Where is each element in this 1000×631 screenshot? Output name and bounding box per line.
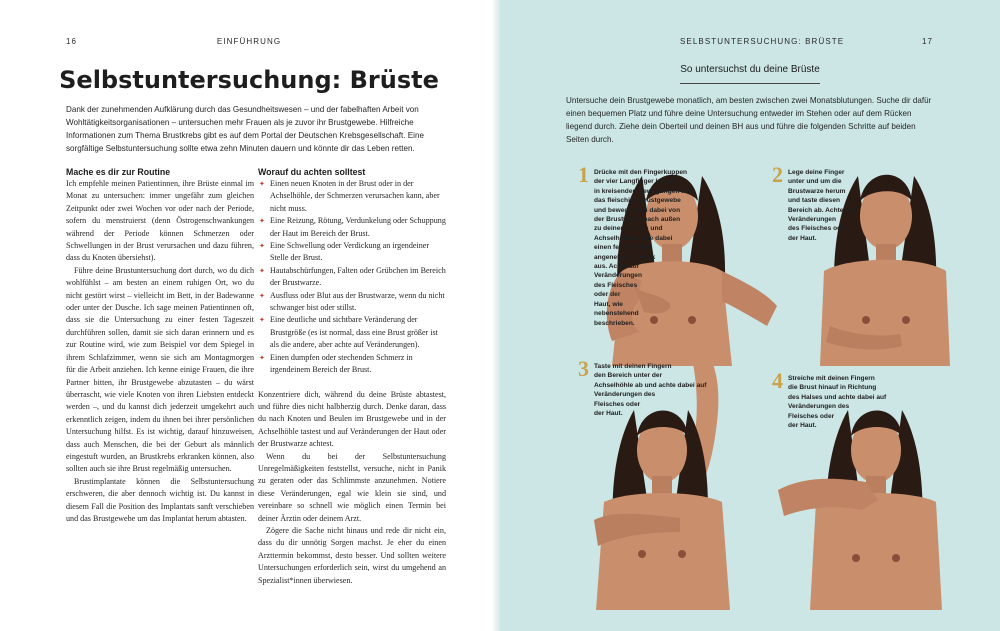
list-item: ✦ Eine deutliche und sichtbare Veränderung der Brustgröße (es ist normal, dass eine Brust größer ist als die andere, aber achte auf Veränderungen). — [259, 315, 438, 350]
paragraph: Zögere die Sache nicht hinaus und rede dir nicht ein, dass du dir unnötig Sorgen machst. Je eher du einen Arzttermin bekommst, desto besser. Und sollten weitere Untersuchungen erforderlich sein, wirst du umgehend an Spezialist*innen überwiesen. — [258, 525, 446, 585]
paragraph: Ich empfehle meinen Patientinnen, ihre Brüste einmal im Monat zu untersuchen: immer ungefähr zum gleichen Zeitpunkt oder zwei Wochen vor oder nach der Periode, sofern du menstruierst (denn Östrogenschwankungen während der Periode können Schmerzen oder Schwellungen in der Brust verursachen und dazu führen, dass du Knoten übersiehst). — [66, 179, 254, 263]
step-number-2: 2 — [772, 162, 783, 187]
list-item: ✦ Eine Schwellung oder Verdickung an irgendeiner Stelle der Brust. — [259, 241, 430, 263]
subtitle-underline — [680, 83, 820, 84]
column-routine — [66, 166, 254, 525]
bullet-icon: ✦ — [259, 353, 265, 362]
step-text-2: Lege deine Finger unter und um die Brustwarze herum und taste diesen Bereich ab. Achte auf Veränderungen des Fleisches oder der Haut. — [788, 169, 856, 242]
list-item: ✦ Einen neuen Knoten in der Brust oder in der Achselhöhle, der Schmerzen verursachen kann, aber nicht muss. — [259, 179, 440, 213]
step-text-3: Taste mit deinen Fingern den Bereich unter der Achselhöhle ab und achte dabei auf Veränderungen des Fleisches oder der Haut. — [594, 363, 707, 418]
page-number-right: 17 — [922, 37, 934, 46]
running-head-left: EINFÜHRUNG — [216, 37, 282, 46]
page-number-left: 16 — [66, 37, 78, 46]
step-text-4: Streiche mit deinen Fingern die Brust hinauf in Richtung des Halses und achte dabei auf Veränderungen des Fleisches oder der Haut. — [788, 375, 887, 430]
column-warning-signs — [258, 166, 446, 587]
bullet-icon: ✦ — [259, 316, 265, 325]
paragraph: Führe deine Brustuntersuchung dort durch, wo du dich wohlfühlst – am besten an einem ruhigen Ort, wo du nicht gestört wirst – vielleicht im Bett, in der Badewanne oder unter der Dusche. Ich sage meinen Patientinnen oft, dass sie die Untersuchung zu einer festen Tageszeit durchführen sollen, damit sie sich daran erinnern und es zur Routine wird, wie zum Beispiel vor dem Spiegel in ihrem Schlafzimmer, wenn sie sich am Montagmorgen für die Arbeit anziehen. Ich kenne einige Frauen, die ihre Partner bitten, ihr Brustgewebe abzutasten – du wärst überrascht, wie viele Knoten von ihren Liebsten entdeckt werden –, und du kannst dich jederzeit umgekehrt auch erkenntlich zeigen, indem du ihnen bei ihrer persönlichen Untersuchung hilfst. Es ist wichtig, darauf hinzuweisen, dass auch Menschen, die bei der Geburt als männlich eingestuft wurden, an Brustkrebs erkranken können, also sollten auch sie ihre Brust regelmäßig untersuchen. — [66, 265, 254, 474]
paragraph: Brustimplantate können die Selbstuntersuchung erschweren, die aber dennoch wichtig ist. Du kannst in diesem Fall die Position des Implantats sanft verschieben und das Brustgewebe um das Implantat herum abtasten. — [66, 476, 254, 523]
page-title: Selbstuntersuchung: Brüste — [59, 66, 439, 94]
list-item: ✦ Eine Reizung, Rötung, Verdunkelung oder Schuppung der Haut im Bereich der Brust. — [259, 216, 446, 238]
bullet-icon: ✦ — [259, 242, 265, 251]
warning-list — [258, 178, 446, 377]
running-head-right: SELBSTUNTERSUCHUNG: BRÜSTE — [680, 37, 845, 46]
list-item: ✦ Ausfluss oder Blut aus der Brustwarze, wenn du nicht schwanger bist oder stillst. — [259, 290, 445, 313]
paragraph: Wenn du bei der Selbstuntersuchung Unregelmäßigkeiten feststellst, versuche, nicht in Panik zu geraten oder das Schlimmste anzunehmen. Notiere diese Veränderungen, egal wie klein sie sind, und vereinbare so schnell wie möglich einen Termin bei deiner Ärztin oder deinem Arzt. — [258, 451, 446, 523]
intro-paragraph: Dank der zunehmenden Aufklärung durch das Gesundheitswesen – und der fabelhaften Arbeit von Wohltätigkeitsorganisationen – untersuchen mehr Frauen als je zuvor ihr Brustgewebe. Hilfreiche Informationen zum Thema Brustkrebs gibt es auf dem Portal der Deutschen Krebsgesellschaft. Eine sorgfältige Selbstuntersuchung sollte etwa zehn Minuten dauern und könnte dir das Leben retten. — [66, 105, 424, 153]
paragraph: Konzentriere dich, während du deine Brüste abtastest, und führe dies nicht halbherzig durch. Denke daran, dass du nach Knoten und Beulen im Brustgewebe und in der Achselhöhle tastest und auf Veränderungen der Haut oder der Brustwarze achtest. — [258, 389, 446, 449]
list-item: ✦ Einen dumpfen oder stechenden Schmerz in irgendeinem Bereich der Brust. — [259, 352, 413, 375]
bullet-icon: ✦ — [259, 291, 265, 300]
step-number-1: 1 — [578, 162, 589, 187]
list-item: ✦ Hautabschürfungen, Falten oder Grübchen im Bereich der Brustwarze. — [259, 265, 446, 288]
step-number-4: 4 — [772, 368, 783, 393]
right-intro-paragraph: Untersuche dein Brustgewebe monatlich, am besten zwischen zwei Monatsblutungen. Suche dir dafür einen bequemen Platz und führe deine Untersuchung entweder im Stehen oder auf dem Rücken liegend durch. Ziehe dein Oberteil und deinen BH aus und führe die folgenden Schritte auf beiden Seiten durch. — [566, 96, 932, 144]
step-text-1: Drücke mit den Fingerkuppen der vier Langfinger langsam in kreisenden Bewegungen auf das fleischige Brustgewebe und bewege dich dabei von der Brustwarze nach außen zu deinen Rippen und Achselhöhlen. Übe dabei einen festen, aber angenehmen Druck aus. Achte auf Veränderungen des Fleisches oder der Haut, wie nebenstehend beschrieben. — [594, 169, 692, 327]
heading-routine: Mache es dir zur Routine — [66, 167, 171, 177]
bullet-icon: ✦ — [259, 217, 265, 226]
bullet-icon: ✦ — [259, 266, 265, 275]
step-number-3: 3 — [578, 356, 589, 381]
bullet-icon: ✦ — [259, 180, 265, 188]
left-page — [0, 0, 498, 631]
heading-warning-signs: Worauf du achten solltest — [258, 167, 366, 177]
section-subtitle: So untersuchst du deine Brüste — [680, 64, 820, 75]
